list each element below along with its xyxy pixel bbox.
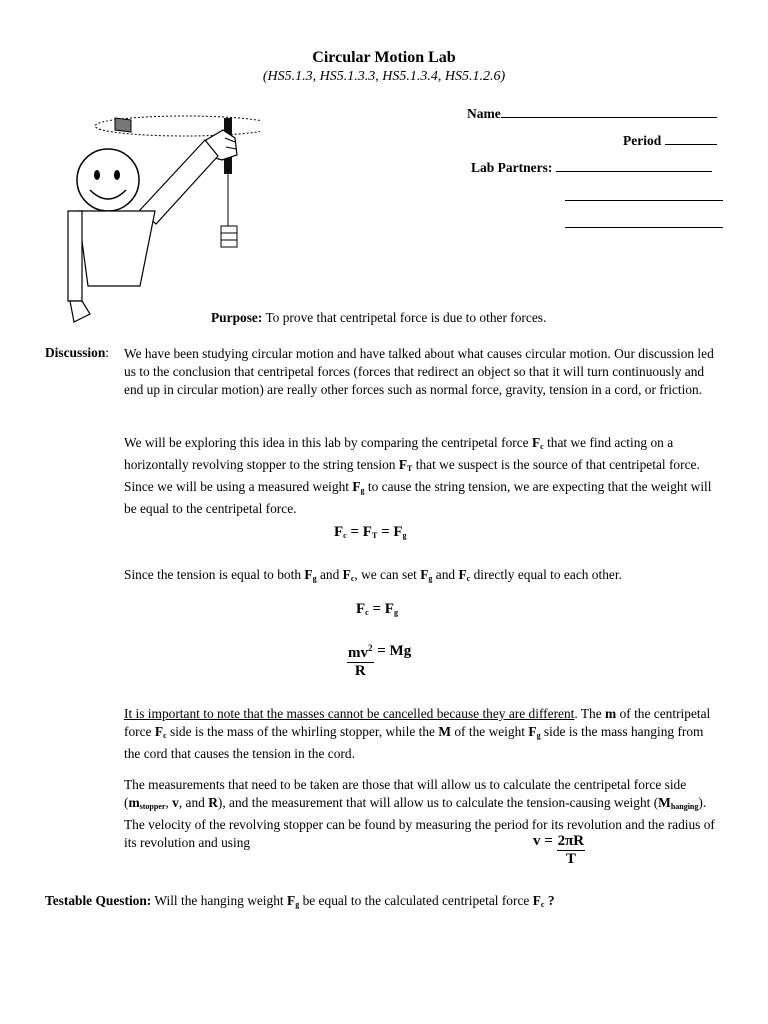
stopper-icon: [115, 118, 131, 132]
equation-velocity: v = $\frac{2\pi R}{T}$: [533, 833, 585, 867]
testable-question: Testable Question: Will the hanging weight $F_g$ be equal to the calculated centripetal force $F_c$ ?: [45, 893, 555, 909]
discussion-paragraph-3: Since the tension is equal to both $F_g$ and $F_c$, we can set $F_g$ and $F_c$ directly equal to each other.: [124, 567, 622, 583]
standards-codes: (HS5.1.3, HS5.1.3.3, HS5.1.3.4, HS5.1.2.6): [262, 69, 506, 84]
partner-line-3[interactable]: [565, 213, 723, 228]
lab-partners-field[interactable]: [471, 159, 712, 176]
equation-fc-ft-fg: $F_c = F_T = F_g$: [334, 524, 407, 540]
purpose-section: [211, 310, 546, 326]
discussion-paragraph-4: It is important to note that the masses cannot be cancelled because they are different. The m of the centripetal force $F_c$ side is the mass of the whirling stopper, while the M of the weight $F_g$ side is the mass hanging from the cord that causes the tension in the cord.: [124, 706, 711, 761]
name-label: Name: [467, 106, 501, 121]
partner-line-2[interactable]: [565, 186, 723, 201]
discussion-paragraph-1: We have been studying circular motion and have talked about what causes circular motion. Our discussion led us to the conclusion that centripetal forces (forces that redirect an object so that it will turn continuously and end up in circular motion) are really other forces such as normal force, gravity, tension in a cord, or friction.: [124, 346, 714, 397]
period-field[interactable]: [623, 132, 717, 149]
hanging-weight-icon: [221, 226, 237, 247]
discussion-paragraph-5: The measurements that need to be taken are those that will allow us to calculate the centripetal force side ($m_{stopper}$, v, and R), and the measurement that will allow us to calculate the tension-causing weight $(M_{hanging})$. The velocity of the revolving stopper can be found by measuring the period for its revolution and the radius of its revolution and using: [124, 777, 715, 850]
discussion-paragraph-2: We will be exploring this idea in this lab by comparing the centripetal force $F_c$ that we find acting on a horizontally revolving stopper to the string tension $F_T$ that we suspect is the source of that centripetal force. Since we will be using a measured weight $F_g$ to cause the string tension, we are expecting that the weight will be equal to the centripetal force.: [124, 435, 712, 516]
equation-mv2-over-r: $\frac{mv^2}{R}$ = Mg: [348, 643, 412, 679]
period-label: Period: [623, 133, 662, 148]
page-title: Circular Motion Lab: [312, 49, 456, 66]
stick-figure-illustration: [60, 108, 263, 328]
testable-label: Testable Question:: [45, 893, 152, 908]
discussion-label: Discussion: [45, 345, 106, 360]
lab-partners-label: Lab Partners:: [471, 160, 553, 175]
purpose-label: Purpose:: [211, 310, 263, 325]
discussion-label-wrap: Discussion:: [45, 345, 110, 360]
name-field[interactable]: [467, 105, 717, 122]
purpose-text: To prove that centripetal force is due to other forces.: [265, 310, 547, 325]
equation-fc-fg: $F_c = F_g$: [356, 601, 398, 617]
